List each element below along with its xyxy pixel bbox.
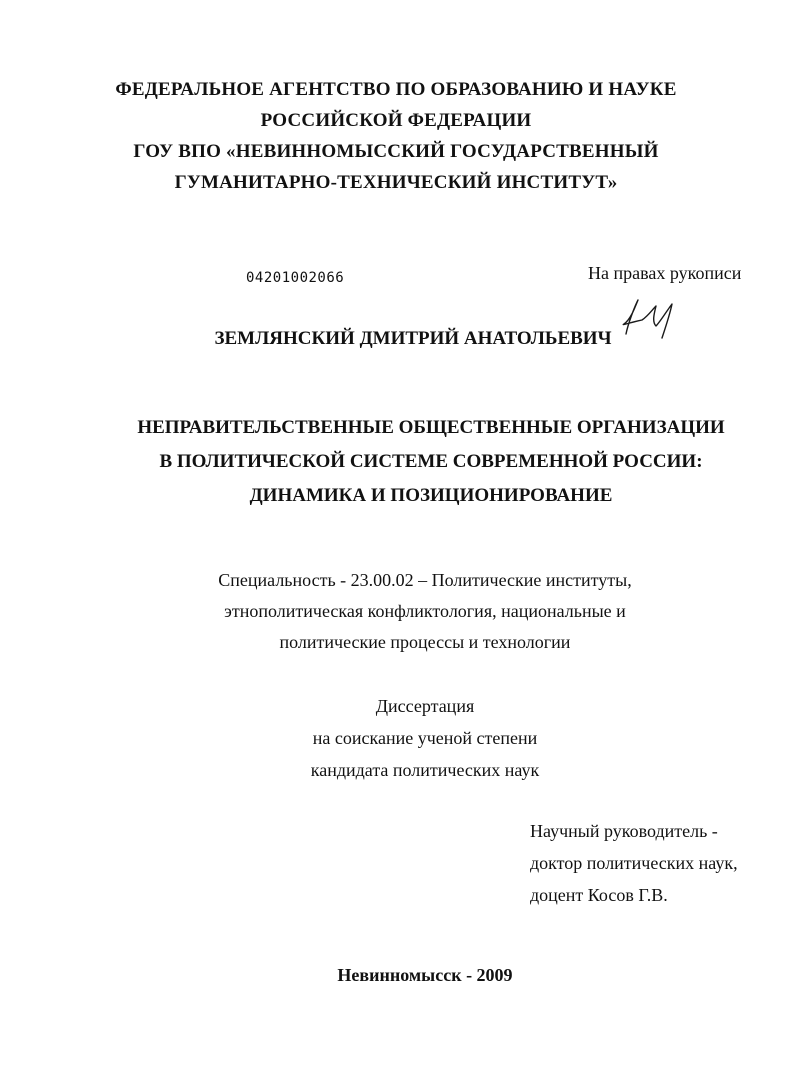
specialty-line: политические процессы и технологии [279, 632, 571, 652]
author-name-text: ЗЕМЛЯНСКИЙ ДМИТРИЙ АНАТОЛЬЕВИЧ [214, 328, 612, 349]
degree-block [0, 690, 792, 786]
specialty-line: этнополитическая конфликтология, национальные и [224, 601, 626, 621]
degree-line: кандидата политических наук [310, 760, 540, 780]
degree-line: на соискание ученой степени [312, 728, 538, 748]
header-line: РОССИЙСКОЙ ФЕДЕРАЦИИ [260, 110, 532, 131]
header-line: ФЕДЕРАЛЬНОЕ АГЕНТСТВО ПО ОБРАЗОВАНИЮ И НАУКЕ [115, 79, 677, 100]
title-line: В ПОЛИТИЧЕСКОЙ СИСТЕМЕ СОВРЕМЕННОЙ РОССИИ: [159, 451, 703, 472]
title-line: ДИНАМИКА И ПОЗИЦИОНИРОВАНИЕ [249, 485, 613, 506]
registration-number: 04201002066 [246, 270, 345, 286]
author-name [0, 328, 792, 350]
city-year: Невинномысск - 2009 [337, 965, 513, 985]
header-line: ГУМАНИТАРНО-ТЕХНИЧЕСКИЙ ИНСТИТУТ» [174, 172, 618, 193]
advisor-line: доцент Косов Г.В. [530, 885, 668, 905]
header-line: ГОУ ВПО «НЕВИННОМЫССКИЙ ГОСУДАРСТВЕННЫЙ [133, 141, 659, 162]
manuscript-note: На правах рукописи [588, 263, 742, 283]
institution-header [0, 74, 792, 198]
specialty-line: Специальность - 23.00.02 – Политические институты, [218, 570, 632, 590]
advisor-line: Научный руководитель - [530, 821, 718, 841]
dissertation-title [0, 411, 792, 513]
specialty-block [0, 565, 792, 658]
title-line: НЕПРАВИТЕЛЬСТВЕННЫЕ ОБЩЕСТВЕННЫЕ ОРГАНИЗАЦИИ [137, 417, 725, 438]
advisor-line: доктор политических наук, [530, 853, 738, 873]
advisor-block [530, 815, 738, 911]
degree-line: Диссертация [375, 696, 475, 716]
